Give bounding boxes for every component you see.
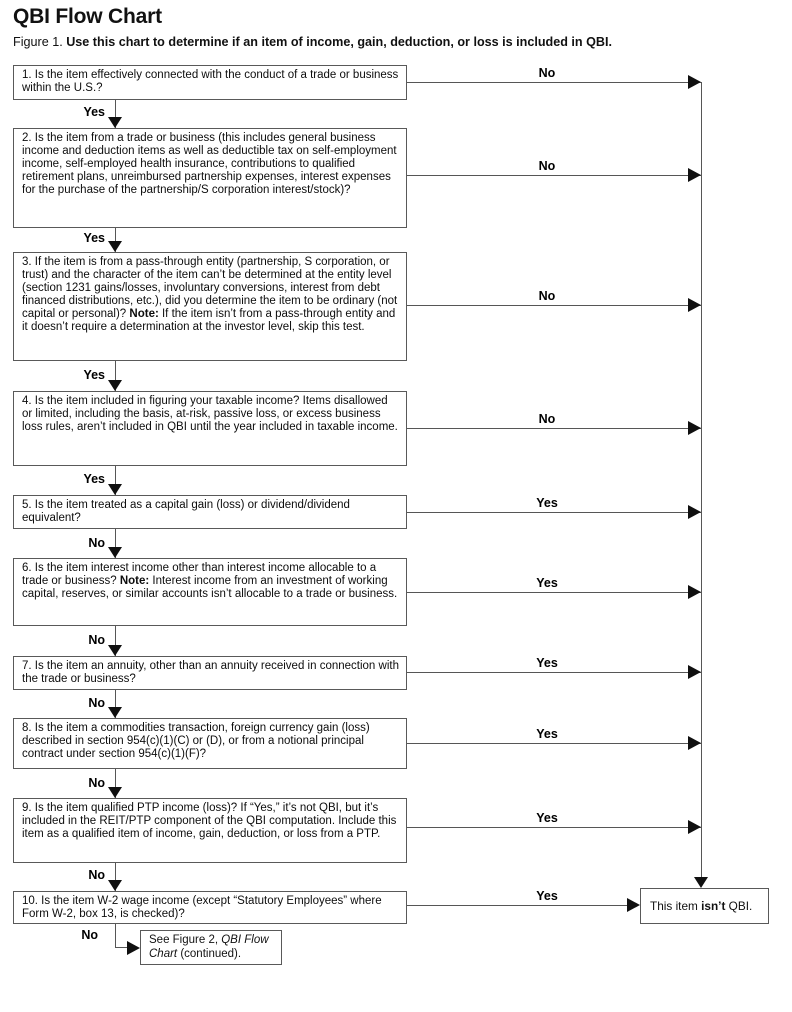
branch-label-down-4: Yes bbox=[83, 472, 105, 486]
question-text-1: 1. Is the item effectively connected with the conduct of a trade or business within the U.S.? bbox=[22, 69, 399, 94]
arrowhead-down-5 bbox=[108, 547, 122, 558]
arrowhead-down-3 bbox=[108, 380, 122, 391]
question-box-1 bbox=[13, 65, 407, 100]
arrowhead-right-7 bbox=[688, 665, 701, 679]
branch-label-down-9: No bbox=[88, 868, 105, 882]
branch-label-down-7: No bbox=[88, 696, 105, 710]
arrowhead-right-4 bbox=[688, 421, 701, 435]
arrowhead-down-6 bbox=[108, 645, 122, 656]
question-box-7 bbox=[13, 656, 407, 690]
branch-label-right-10: Yes bbox=[536, 889, 558, 903]
arrowhead-right-9 bbox=[688, 820, 701, 834]
flow-line-right-5 bbox=[407, 512, 701, 513]
branch-label-down-6: No bbox=[88, 633, 105, 647]
branch-label-down-8: No bbox=[88, 776, 105, 790]
flow-line-right-1 bbox=[407, 82, 701, 83]
arrowhead-right-1 bbox=[688, 75, 701, 89]
arrowhead-right-5 bbox=[688, 505, 701, 519]
arrowhead-down-2 bbox=[108, 241, 122, 252]
branch-label-down-5: No bbox=[88, 536, 105, 550]
arrowhead-right-6 bbox=[688, 585, 701, 599]
figure-label: Figure 1. bbox=[13, 35, 67, 49]
question-box-10 bbox=[13, 891, 407, 924]
arrowhead-right-8 bbox=[688, 736, 701, 750]
question-text-5: 5. Is the item treated as a capital gain (loss) or dividend/dividend equivalent? bbox=[22, 499, 350, 524]
question-box-4 bbox=[13, 391, 407, 466]
question-text-4: 4. Is the item included in figuring your taxable income? Items disallowed or limited, including the basis, at-risk, passive loss, or excess business loss rules, aren’t included in QBI until the year included in taxable income. bbox=[22, 395, 398, 433]
flow-line-right-2 bbox=[407, 175, 701, 176]
branch-label-right-4: No bbox=[538, 412, 556, 426]
question-text-7: 7. Is the item an annuity, other than an annuity received in connection with the trade or business? bbox=[22, 660, 399, 685]
arrowhead-right-3 bbox=[688, 298, 701, 312]
flow-line-right-7 bbox=[407, 672, 701, 673]
arrowhead-right-2 bbox=[688, 168, 701, 182]
flow-line-right-3 bbox=[407, 305, 701, 306]
arrowhead-down-9 bbox=[108, 880, 122, 891]
arrowhead-down-8 bbox=[108, 787, 122, 798]
flow-line-right-9 bbox=[407, 827, 701, 828]
question-box-2 bbox=[13, 128, 407, 228]
outcome-text: This item isn’t QBI. bbox=[650, 899, 753, 913]
flow-line-right-8 bbox=[407, 743, 701, 744]
arrowhead-down-1 bbox=[108, 117, 122, 128]
question-text-10: 10. Is the item W-2 wage income (except “Statutory Employees” where Form W-2, box 13, is checked)? bbox=[22, 895, 382, 920]
question-text-2: 2. Is the item from a trade or business (this includes general business income and deduction items as well as deductible tax on self-employment income, self-employed health insurance, contributions to qualified retirement plans, unreimbursed partnership expenses, interest expenses for the purchase of the partnership/S corporation interest/stock)? bbox=[22, 132, 397, 196]
branch-label-right-1: No bbox=[538, 66, 556, 80]
branch-label-right-7: Yes bbox=[536, 656, 558, 670]
continuation-box bbox=[140, 930, 282, 965]
flow-line-right-6 bbox=[407, 592, 701, 593]
question-text-9: 9. Is the item qualified PTP income (loss)? If “Yes,” it’s not QBI, but it’s included in the REIT/PTP component of the QBI computation. Include this item as a qualified item of income, gain, deduction, or loss from a PTP. bbox=[22, 802, 397, 840]
flow-line-down-10 bbox=[115, 924, 116, 948]
flow-line-trunk bbox=[701, 82, 702, 877]
question-box-8 bbox=[13, 718, 407, 769]
branch-label-down-1: Yes bbox=[83, 105, 105, 119]
branch-label-down-10: No bbox=[81, 928, 98, 942]
arrowhead-trunk-down bbox=[694, 877, 708, 888]
question-box-9 bbox=[13, 798, 407, 863]
branch-label-right-6: Yes bbox=[536, 576, 558, 590]
branch-label-right-5: Yes bbox=[536, 496, 558, 510]
branch-label-right-8: Yes bbox=[536, 727, 558, 741]
page-title: QBI Flow Chart bbox=[13, 5, 162, 28]
branch-label-down-2: Yes bbox=[83, 231, 105, 245]
arrowhead-right-continuation bbox=[127, 941, 140, 955]
figure-caption-text: Use this chart to determine if an item of income, gain, deduction, or loss is included in QBI. bbox=[66, 35, 613, 49]
arrowhead-down-7 bbox=[108, 707, 122, 718]
figure-caption bbox=[13, 35, 612, 49]
flow-line-right-4 bbox=[407, 428, 701, 429]
continuation-text: See Figure 2, QBI Flow Chart (continued). bbox=[149, 934, 269, 960]
branch-label-right-9: Yes bbox=[536, 811, 558, 825]
question-box-6 bbox=[13, 558, 407, 626]
branch-label-right-3: No bbox=[538, 289, 556, 303]
outcome-box bbox=[640, 888, 769, 924]
arrowhead-down-4 bbox=[108, 484, 122, 495]
question-box-3 bbox=[13, 252, 407, 361]
question-text-8: 8. Is the item a commodities transaction, foreign currency gain (loss) described in section 954(c)(1)(C) or (D), or from a notional principal contract under section 954(c)(1)(F)? bbox=[22, 722, 370, 760]
question-text-3: 3. If the item is from a pass-through entity (partnership, S corporation, or trust) and the character of the item can’t be determined at the entity level (section 1231 gains/losses, involuntary conversions, interest from debt financed distributions, etc.), did you determine the item to be ordinary (not capital or personal)? Note: If the item isn’t from a pass-through entity and it doesn’t require a determination at the investor level, skip this test. bbox=[22, 256, 398, 333]
flow-line-right-10 bbox=[407, 905, 628, 906]
branch-label-down-3: Yes bbox=[83, 368, 105, 382]
question-box-5 bbox=[13, 495, 407, 529]
branch-label-right-2: No bbox=[538, 159, 556, 173]
question-text-6: 6. Is the item interest income other than interest income allocable to a trade or business? Note: Interest income from an investment of working capital, reserves, or similar accounts isn’t allocable to a trade or business. bbox=[22, 562, 398, 600]
arrowhead-right-10 bbox=[627, 898, 640, 912]
